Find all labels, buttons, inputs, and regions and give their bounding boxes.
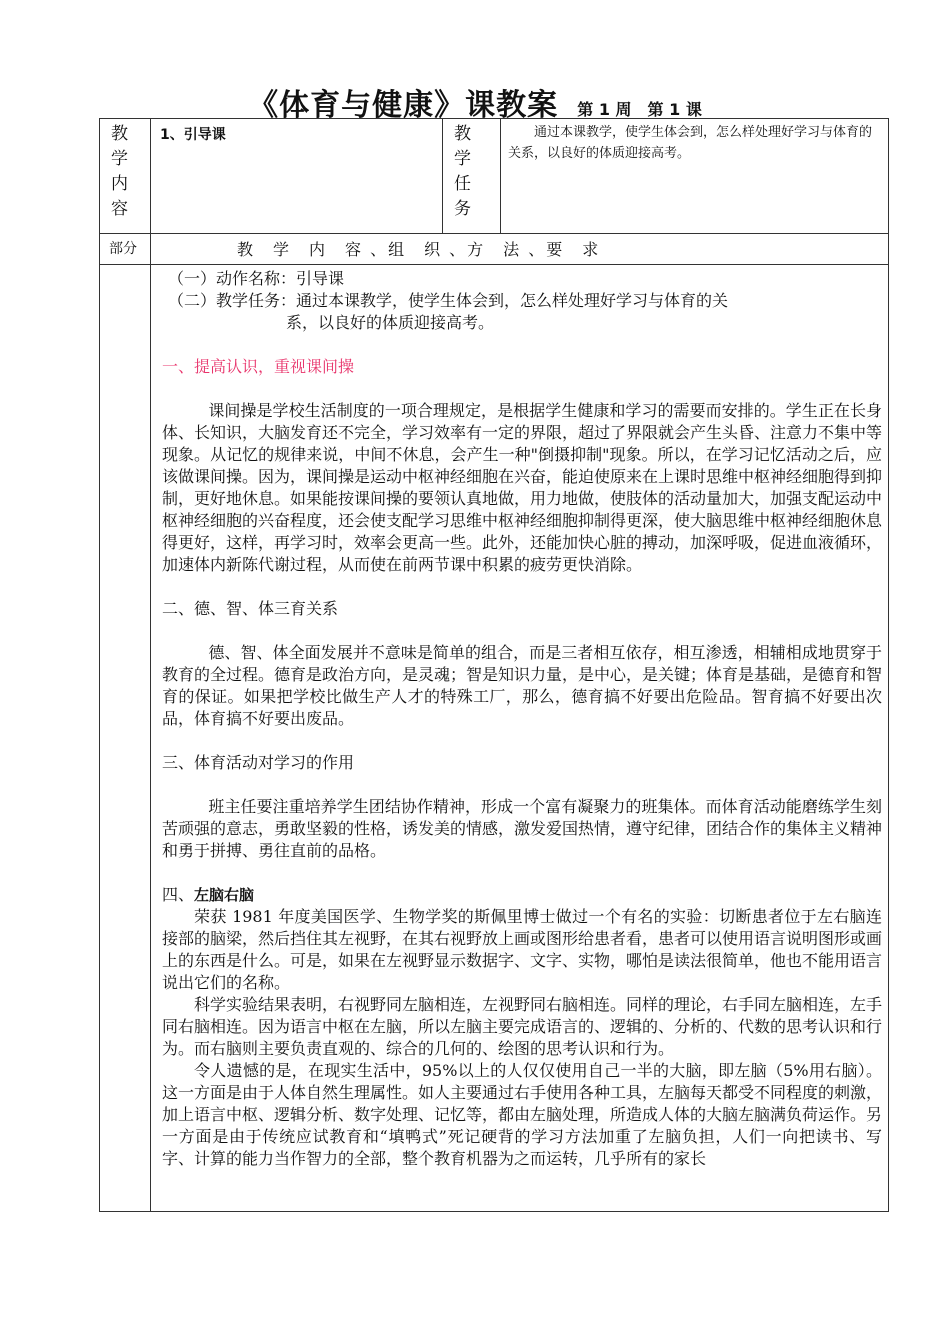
section-2-paragraph: 德、智、体全面发展并不意味是简单的组合，而是三者相互依存，相互渗透，相辅相成地贯穿于教育的全过程。德育是政治方向，是灵魂；智是知识力量，是中心，是关键；体育是基础，是德育和智育的保证。如果把学校比做生产人才的特殊工厂，那么，德育搞不好要出危险品。智育搞不好要出次品，体育搞不好要出废品。 <box>162 643 883 728</box>
section-4-paragraph: 科学实验结果表明，右视野同左脑相连，左视野同右脑相连。同样的理论，右手同左脑相连，左手同右脑相连。因为语言中枢在左脑，所以左脑主要完成语言的、逻辑的、分析的、代数的思考认识和行为。而右脑则主要负责直观的、综合的几何的、绘图的思考认识和行为。 <box>162 995 883 1058</box>
column-divider <box>150 118 151 1212</box>
section-1-paragraph: 课间操是学校生活制度的一项合理规定，是根据学生健康和学习的需要而安排的。学生正在长身体、长知识，大脑发育还不完全，学习效率有一定的界限，超过了界限就会产生头昏、注意力不集中等现象。从记忆的规律来说，中间不休息，会产生一种"倒摄抑制"现象。所以，在学习记忆活动之后，应该做课间操。因为，课间操是运动中枢神经细胞在兴奋，能迫使原来在上课时思维中枢神经细胞得到抑制，更好地休息。如果能按课间操的要领认真地做，用力地做，使肢体的活动量加大，加强支配运动中枢神经细胞的兴奋程度，还会使支配学习思维中枢神经细胞抑制得更深，使大脑思维中枢神经细胞休息得更好，这样，再学习时，效率会更高一些。此外，还能加快心脏的搏动，加深呼吸，促进血液循环，加速体内新陈代谢过程，从而使在前两节课中积累的疲劳更快消除。 <box>162 401 883 574</box>
week-lesson-label: 第 1 周 第 1 课 <box>577 100 702 119</box>
action-name-line: （一）动作名称：引导课 <box>168 269 345 288</box>
section-4-paragraph: 令人遗憾的是，在现实生活中，95%以上的人仅仅使用自己一半的大脑，即左脑（5%用右脑）。这一方面是由于人体自然生理属性。如人主要通过右手使用各种工具，左脑每天都受不同程度的刺激，加上语言中枢、逻辑分析、数字处理、记忆等，都由左脑处理，所造成人体的大脑左脑满负荷运作。另一方面是由于传统应试教育和“填鸭式”死记硬背的学习方法加重了左脑负担，人们一向把读书、写字、计算的能力当作智力的全部，整个教育机器为之而运转，几乎所有的家长 <box>162 1061 883 1168</box>
section-3-paragraph: 班主任要注重培养学生团结协作精神，形成一个富有凝聚力的班集体。而体育活动能磨练学生刻苦顽强的意志，勇敢坚毅的性格，诱发美的情感，激发爱国热情，遵守纪律，团结合作的集体主义精神和勇于拼搏、勇往直前的品格。 <box>162 797 883 860</box>
section-4-number: 四、 <box>162 885 195 904</box>
section-2-heading: 二、德、智、体三育关系 <box>162 599 339 618</box>
lesson-content <box>162 268 882 1170</box>
row-divider <box>99 233 889 234</box>
column-divider <box>442 118 443 234</box>
lesson-name: 1、引导课 <box>160 127 226 143</box>
task-line-continued: 系，以良好的体质迎接高考。 <box>286 313 495 332</box>
section-4-title: 左脑右脑 <box>194 886 255 904</box>
column-divider <box>500 118 501 234</box>
column-header: 教 学 内 容 、组 织 、方 法 、要 求 <box>237 240 601 259</box>
section-1-heading: 一、提高认识，重视课间操 <box>162 357 355 376</box>
teaching-task-text: 通过本课教学，使学生体会到，怎么样处理好学习与体育的关系，以良好的体质迎接高考。 <box>508 125 873 161</box>
section-4-heading <box>162 884 882 906</box>
part-label: 部分 <box>109 241 137 257</box>
teaching-task-label: 教学任务 <box>454 124 471 219</box>
section-3-heading: 三、体育活动对学习的作用 <box>162 753 355 772</box>
task-line: （二）教学任务：通过本课教学，使学生体会到，怎么样处理好学习与体育的关 <box>168 291 729 310</box>
teaching-content-label: 教学内容 <box>111 124 128 219</box>
section-4-paragraph: 荣获 1981 年度美国医学、生物学奖的斯佩里博士做过一个有名的实验：切断患者位于左右脑连接部的脑梁，然后挡住其左视野，在其右视野放上画或图形给患者看，患者可以使用语言说明图形或画上的东西是什么。可是，如果在左视野显示数据字、文字、实物，哪怕是读法很简单，他也不能用语言说出它们的名称。 <box>162 907 883 992</box>
row-divider <box>99 264 889 265</box>
lesson-plan-title: 《体育与健康》课教案 <box>248 88 559 123</box>
